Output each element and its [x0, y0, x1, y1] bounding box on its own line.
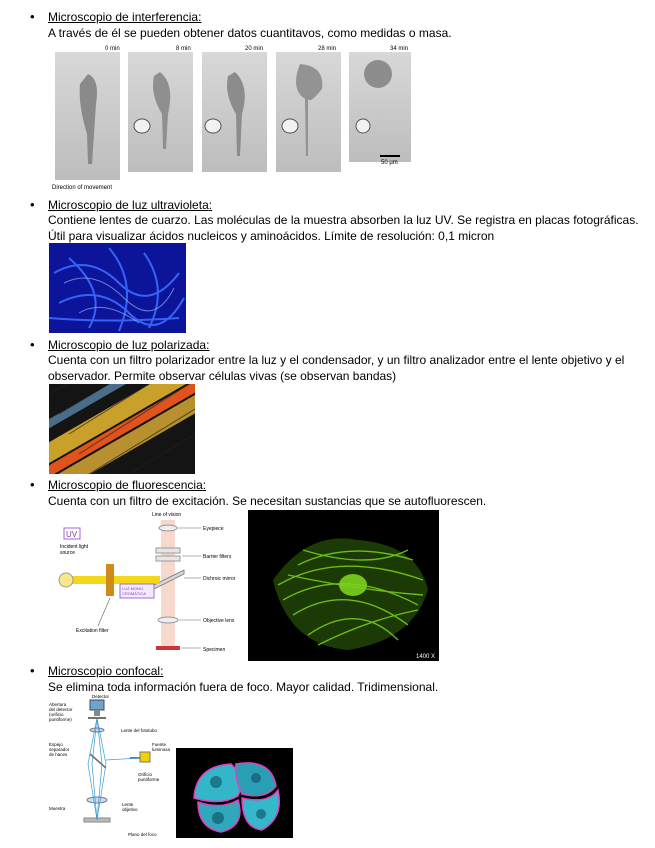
- diagram-label: puntiforme: [138, 777, 160, 782]
- diagram-label: del detector: [49, 707, 73, 712]
- magnification-label: 1400 X: [416, 654, 436, 660]
- confocal-diagram: [48, 694, 174, 840]
- fluorescence-image: [248, 510, 439, 661]
- cell-panel-2: [128, 52, 193, 172]
- diagram-label: Incident light: [60, 544, 89, 550]
- diagram-label: de haces: [49, 752, 68, 757]
- time-label: 8 min: [176, 46, 191, 52]
- diagram-label: Objective lens: [203, 618, 235, 624]
- text-line: Contiene lentes de cuarzo. Las moléculas de la muestra absorben la luz UV. Se registra en placas fotográficas.: [48, 213, 639, 227]
- diagram-label: Excitation filter: [76, 628, 109, 634]
- diagram-label: Eyepiece: [203, 526, 224, 532]
- section-text: [48, 493, 648, 509]
- scale-label: 50 µm: [381, 160, 398, 166]
- bullet: •: [30, 663, 35, 678]
- bullet: •: [30, 9, 35, 24]
- cell-panel-3: [202, 52, 267, 172]
- section-heading: Microscopio de luz polarizada:: [48, 338, 210, 352]
- section-text: [48, 352, 648, 384]
- diagram-label: LUZ MONO-: [122, 586, 145, 591]
- section-heading: Microscopio de fluorescencia:: [48, 478, 207, 492]
- bullet: •: [30, 197, 35, 212]
- diagram-label: objetivo: [122, 807, 138, 812]
- bead: [134, 119, 150, 133]
- excitation-filter: [106, 564, 114, 596]
- polarized-image: [49, 384, 195, 474]
- diagram-label: Lente: [122, 802, 134, 807]
- confocal-image: [176, 748, 293, 838]
- barrier-filter: [156, 548, 180, 553]
- light-source: [59, 573, 73, 587]
- diagram-label: Orificio: [138, 772, 153, 777]
- figure-caption: Direction of movement: [52, 185, 113, 191]
- diagram-label: CROMÁTICA: [122, 591, 146, 596]
- diagram-label: Muestra: [49, 806, 66, 811]
- text-line: Cuenta con un filtro polarizador entre la luz y el condensador, y un filtro analizador entre el lente objetivo y el: [48, 353, 625, 367]
- bead: [356, 119, 370, 133]
- time-label: 0 min: [105, 46, 120, 52]
- uv-image: [49, 243, 186, 333]
- fluorescence-diagram: [48, 508, 248, 660]
- diagram-label: Fuente: [152, 742, 167, 747]
- diagram-label: luminosa: [152, 747, 171, 752]
- text-line: A través de él se pueden obtener datos cuantitavos, como medidas o masa.: [48, 26, 452, 40]
- diagram-label: Lente del fototubo: [121, 728, 158, 733]
- diagram-label: Espejo: [49, 742, 63, 747]
- text-line: Útil para visualizar ácidos nucleicos y aminoácidos. Límite de resolución: 0,1 micron: [48, 229, 495, 243]
- bullet: •: [30, 337, 35, 352]
- diagram-label: separador: [49, 747, 70, 752]
- diagram-label: Dichroic mirror: [203, 576, 236, 582]
- time-label: 34 min: [390, 46, 409, 52]
- diagram-label: Detector: [92, 694, 110, 699]
- section-text: [48, 212, 648, 244]
- bullet: •: [30, 477, 35, 492]
- section-text: [48, 679, 648, 695]
- time-label: 28 min: [318, 46, 337, 52]
- diagram-label: Specimen: [203, 647, 226, 653]
- diagram-label: Barrier filters: [203, 554, 232, 560]
- text-line: Se elimina toda información fuera de foco. Mayor calidad. Tridimensional.: [48, 680, 439, 694]
- diagram-label: Line of vision: [152, 512, 182, 518]
- section-heading: Microscopio confocal:: [48, 664, 164, 678]
- diagram-label: Abertura: [49, 702, 67, 707]
- interference-figure: [50, 44, 415, 192]
- text-line: Cuenta con un filtro de excitación. Se necesitan sustancias que se autofluorescen.: [48, 494, 487, 508]
- diagram-label: source: [60, 550, 76, 556]
- section-heading: Microscopio de interferencia:: [48, 10, 202, 24]
- bead: [205, 119, 221, 133]
- eyepiece: [159, 525, 177, 531]
- section-text: [48, 25, 648, 41]
- diagram-label: Plano del foco: [128, 832, 157, 837]
- specimen: [156, 646, 180, 650]
- cell-shape: [364, 60, 392, 88]
- diagram-label: puntiforme): [49, 717, 72, 722]
- bead: [282, 119, 298, 133]
- diagram-label: (orificio: [49, 712, 64, 717]
- text-line: observador. Permite observar células vivas (se observan bandas): [48, 369, 397, 383]
- objective-lens: [158, 617, 178, 623]
- section-heading: Microscopio de luz ultravioleta:: [48, 198, 213, 212]
- uv-label: UV: [66, 530, 78, 539]
- time-label: 20 min: [245, 46, 264, 52]
